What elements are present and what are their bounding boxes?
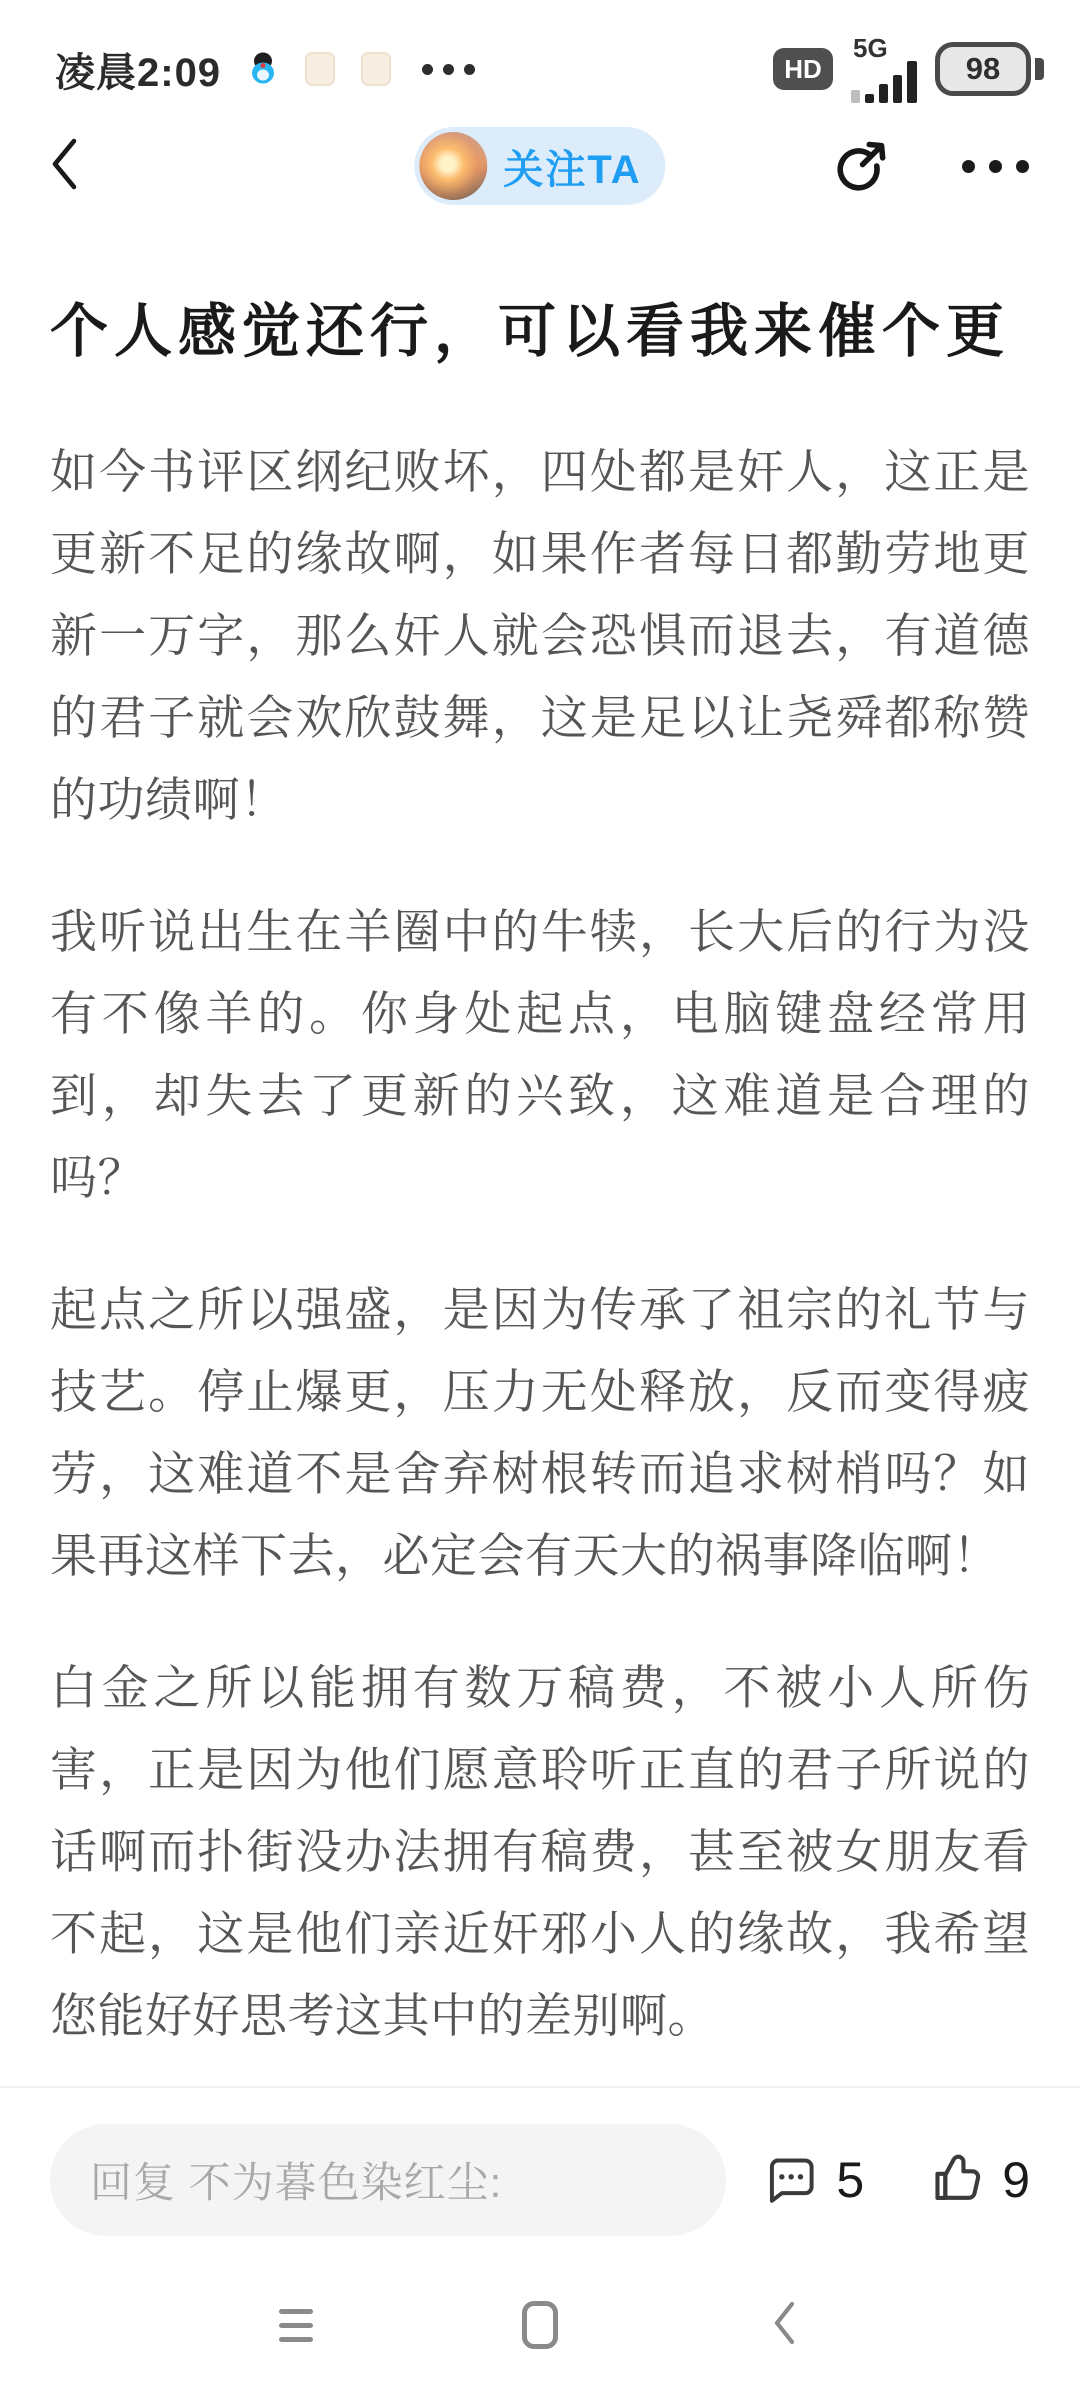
follow-button[interactable] (414, 127, 665, 205)
home-button[interactable] (518, 2301, 562, 2349)
hd-badge: HD (773, 48, 833, 90)
nav-bar (0, 108, 1080, 224)
post-paragraph: 如今书评区纲纪败坏，四处都是奸人，这正是更新不足的缘故啊，如果作者每日都勤劳地更新一万字，那么奸人就会恐惧而退去，有道德的君子就会欢欣鼓舞，这是足以让尧舜都称赞的功绩啊！ (50, 444, 1030, 826)
author-avatar[interactable] (419, 132, 487, 200)
post-paragraph: 起点之所以强盛，是因为传承了祖宗的礼节与技艺。停止爆更，压力无处释放，反而变得疲劳，这难道不是舍弃树根转而追求树梢吗？如果再这样下去，必定会有天大的祸事降临啊！ (50, 1282, 1030, 1582)
status-bar (0, 0, 1080, 104)
back-button[interactable] (44, 134, 84, 199)
back-icon (44, 134, 84, 199)
home-icon (522, 2301, 558, 2349)
more-button[interactable] (955, 160, 1036, 173)
faded-notification-icon (305, 52, 335, 86)
faded-notification-icon (361, 52, 391, 86)
qq-icon (247, 49, 279, 90)
reply-input[interactable] (50, 2124, 726, 2236)
comment-icon (762, 2150, 818, 2211)
nav-back-button[interactable] (762, 2299, 806, 2352)
follow-label: 关注TA (503, 147, 642, 192)
gesture-nav-bar (0, 2250, 1080, 2400)
comments-button[interactable] (762, 2150, 864, 2211)
post-paragraph: 白金之所以能拥有数万稿费，不被小人所伤害，正是因为他们愿意聆听正直的君子所说的话啊而扑街没办法拥有稿费，甚至被女朋友看不起，这是他们亲近奸邪小人的缘故，我希望您能好好思考这其中的差别啊。 (50, 1660, 1030, 2042)
status-right (773, 35, 1044, 103)
battery-level: 98 (965, 51, 1001, 86)
battery-icon (935, 42, 1044, 96)
network-type-label: 5G (853, 33, 888, 63)
like-button[interactable] (926, 2149, 1030, 2212)
comment-actions (762, 2149, 1030, 2212)
comment-bar (0, 2086, 1080, 2236)
menu-icon (279, 2309, 313, 2342)
share-button[interactable] (833, 135, 891, 198)
nav-actions (833, 135, 1036, 198)
comment-count: 5 (836, 2152, 865, 2208)
more-icon (955, 160, 1036, 173)
signal-icon (851, 35, 917, 103)
more-notifications-icon (417, 64, 480, 75)
post-body (50, 431, 1030, 2057)
recents-button[interactable] (274, 2309, 318, 2342)
notification-icons (247, 49, 480, 90)
post-title: 个人感觉还行，可以看我来催个更 (50, 299, 1011, 364)
like-count: 9 (1002, 2152, 1030, 2208)
share-icon (833, 135, 891, 198)
nav-back-icon (771, 2299, 797, 2352)
status-time: 凌晨2:09 (55, 50, 222, 95)
post-content (0, 224, 1080, 2057)
like-icon (926, 2149, 984, 2212)
reply-placeholder: 回复 不为暮色染红尘: (90, 2159, 503, 2206)
post-paragraph: 我听说出生在羊圈中的牛犊，长大后的行为没有不像羊的。你身处起点，电脑键盘经常用到，却失去了更新的兴致，这难道是合理的吗？ (50, 904, 1030, 1204)
